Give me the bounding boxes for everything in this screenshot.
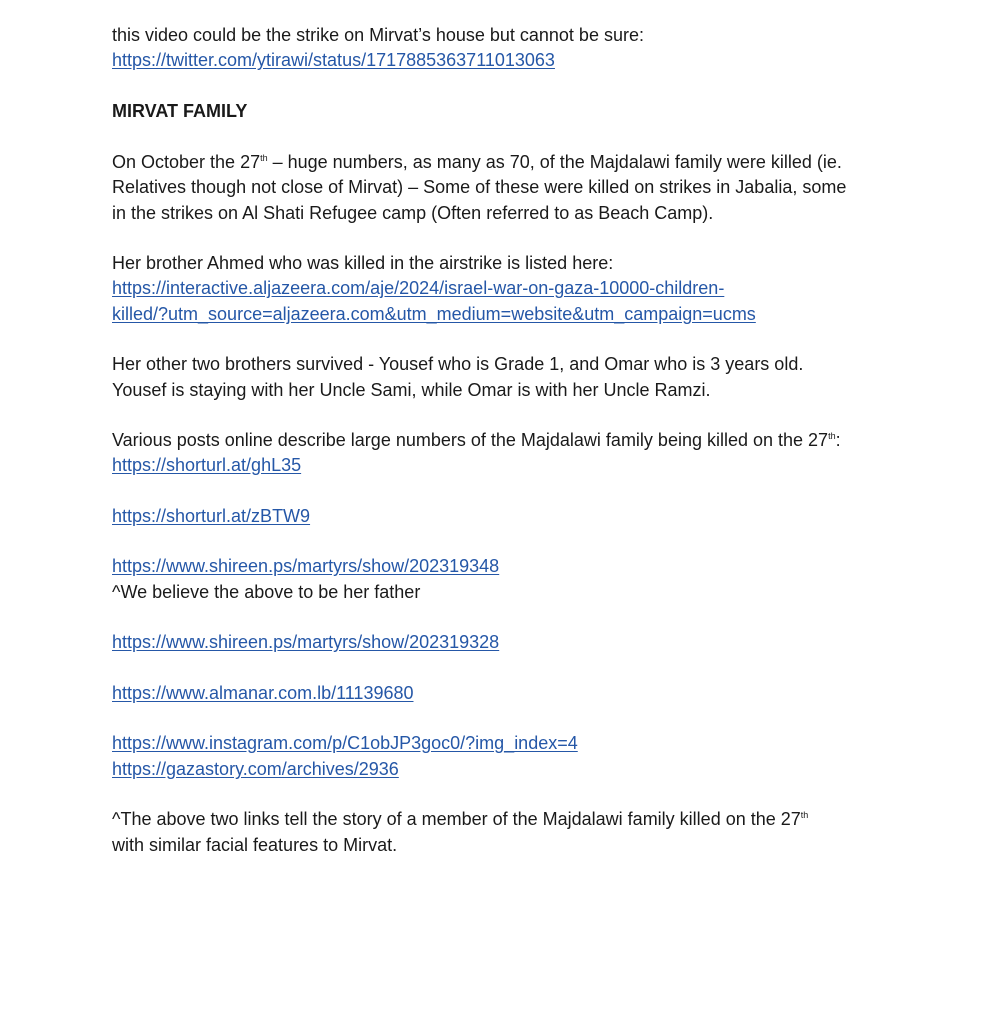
superscript-th: th [800, 810, 809, 820]
para3-line2: Yousef is staying with her Uncle Sami, while Omar is with her Uncle Ramzi. [112, 380, 711, 400]
superscript-th: th [828, 431, 836, 441]
para1-line2: Relatives though not close of Mirvat) – Some of these were killed on strikes in Jabalia, some [112, 177, 847, 197]
instagram-link[interactable]: https://www.instagram.com/p/C1obJP3goc0/?img_index=4 [112, 733, 578, 753]
para1-line3: in the strikes on Al Shati Refugee camp (Often referred to as Beach Camp). [112, 203, 714, 223]
para4-text: Various posts online describe large numbers of the Majdalawi family being killed on the 27th: [112, 430, 841, 450]
para5-line2: with similar facial features to Mirvat. [112, 835, 398, 855]
shireen-link-2[interactable]: https://www.shireen.ps/martyrs/show/202319328 [112, 632, 500, 652]
para5-line1: ^The above two links tell the story of a member of the Majdalawi family killed on the 27th [112, 809, 809, 829]
para3-line1: Her other two brothers survived - Yousef who is Grade 1, and Omar who is 3 years old. [112, 354, 804, 374]
aljazeera-link-part1[interactable]: https://interactive.aljazeera.com/aje/2024/israel-war-on-gaza-10000-children- [112, 278, 725, 298]
father-note: ^We believe the above to be her father [112, 582, 421, 602]
almanar-link[interactable]: https://www.almanar.com.lb/11139680 [112, 683, 414, 703]
section-heading: MIRVAT FAMILY [112, 101, 248, 121]
aljazeera-link-part2[interactable]: killed/?utm_source=aljazeera.com&utm_medium=website&utm_campaign=ucms [112, 304, 756, 324]
para1-line1: On October the 27th – huge numbers, as many as 70, of the Majdalawi family were killed (ie. [112, 152, 842, 172]
intro-text: this video could be the strike on Mirvat’s house but cannot be sure: [112, 25, 644, 45]
para2-text: Her brother Ahmed who was killed in the airstrike is listed here: [112, 253, 614, 273]
shireen-link-1[interactable]: https://www.shireen.ps/martyrs/show/202319348 [112, 556, 500, 576]
shorturl-link-2[interactable]: https://shorturl.at/zBTW9 [112, 506, 311, 526]
gazastory-link[interactable]: https://gazastory.com/archives/2936 [112, 759, 399, 779]
shorturl-link-1[interactable]: https://shorturl.at/ghL35 [112, 455, 302, 475]
twitter-link[interactable]: https://twitter.com/ytirawi/status/1717885363711013063 [112, 50, 555, 70]
superscript-th: th [260, 153, 268, 163]
